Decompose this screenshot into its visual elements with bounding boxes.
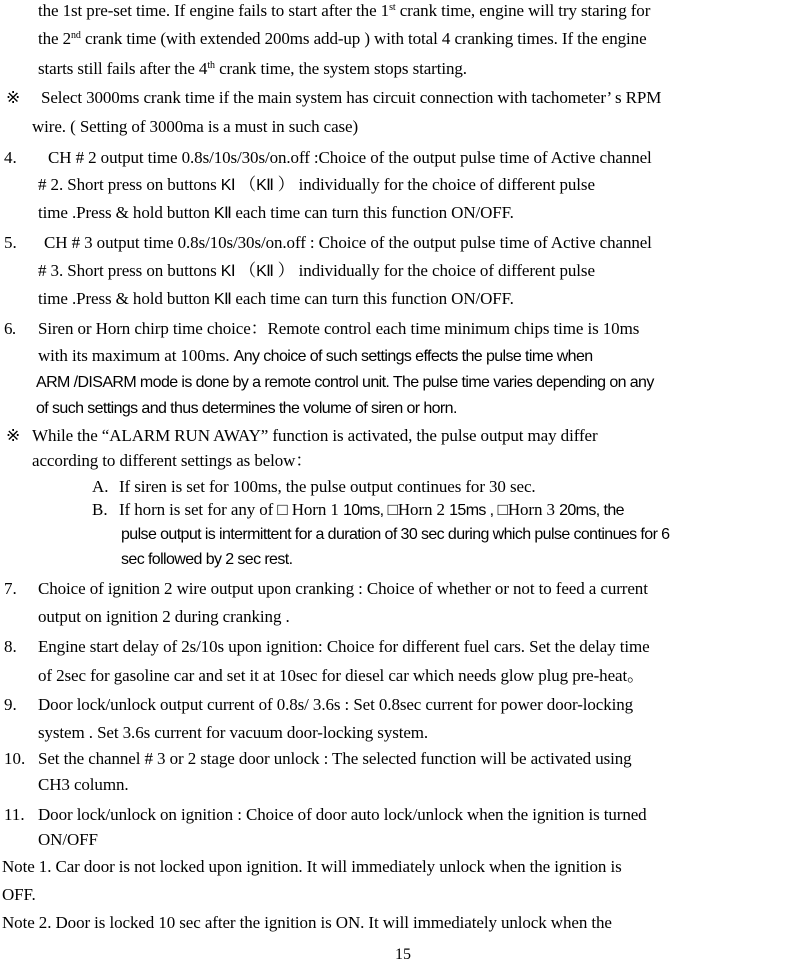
reference-mark: ※ [6, 426, 21, 445]
item-10-number: 10. [4, 749, 26, 768]
item-8-number: 8. [4, 637, 17, 656]
item-7-number: 7. [4, 579, 17, 598]
item-5-line-1: CH # 3 output time 0.8s/10s/30s/on.off : Choice of the output pulse time of Active channel [44, 233, 652, 252]
item-11-number: 11. [4, 805, 25, 824]
item-5-line-2: # 3. Short press on buttons KⅠ （KⅡ ） individually for the choice of different pulse [38, 261, 595, 280]
item-9-number: 9. [4, 695, 17, 714]
sub-a-label: A. [92, 477, 109, 496]
crank-text-line-2: the 2nd crank time (with extended 200ms add-up ) with total 4 cranking times. If the engine [38, 29, 647, 48]
item-11-line-1: Door lock/unlock on ignition : Choice of door auto lock/unlock when the ignition is turned [38, 805, 647, 824]
note-1-line-2: OFF. [2, 885, 36, 904]
item-4-number: 4. [4, 148, 17, 167]
sub-b-line-2: pulse output is intermittent for a duration of 30 sec during which pulse continues for 6 [121, 526, 670, 543]
sub-b-line-3: sec followed by 2 sec rest. [121, 551, 293, 568]
note-1-line-1: Note 1. Car door is not locked upon ignition. It will immediately unlock when the ignition is [2, 857, 622, 876]
item-4-line-1: CH # 2 output time 0.8s/10s/30s/on.off :Choice of the output pulse time of Active channel [48, 148, 652, 167]
item-9-line-2: system . Set 3.6s current for vacuum door-locking system. [38, 723, 429, 742]
item-5-line-3: time .Press & hold button KⅡ each time can turn this function ON/OFF. [38, 289, 514, 308]
item-8-line-1: Engine start delay of 2s/10s upon ignition: Choice for different fuel cars. Set the delay time [38, 637, 650, 656]
item-4-line-2: # 2. Short press on buttons KⅠ （KⅡ ） individually for the choice of different pulse [38, 175, 595, 194]
item-6-line-4: of such settings and thus determines the volume of siren or horn. [36, 400, 457, 417]
item-5-number: 5. [4, 233, 17, 252]
item-6-number: 6. [4, 319, 16, 338]
item-11-line-2: ON/OFF [38, 830, 98, 849]
crank-text-line-1: the 1st pre-set time. If engine fails to start after the 1st crank time, engine will try staring for [38, 1, 651, 20]
item-8-line-2: of 2sec for gasoline car and set it at 10sec for diesel car which needs glow plug pre-heat。 [38, 666, 644, 685]
sub-b-label: B. [92, 500, 108, 519]
item-7-line-1: Choice of ignition 2 wire output upon cranking : Choice of whether or not to feed a current [38, 579, 648, 598]
note-3000-line-1: Select 3000ms crank time if the main system has circuit connection with tachometer’ s RPM [41, 88, 662, 107]
alarm-note-line-1: While the “ALARM RUN AWAY” function is activated, the pulse output may differ [32, 426, 598, 445]
item-10-line-1: Set the channel # 3 or 2 stage door unlock : The selected function will be activated using [38, 749, 632, 768]
note-2-line-1: Note 2. Door is locked 10 sec after the ignition is ON. It will immediately unlock when the [2, 913, 612, 932]
item-9-line-1: Door lock/unlock output current of 0.8s/ 3.6s : Set 0.8sec current for power door-locking [38, 695, 634, 714]
page-number: 15 [395, 946, 411, 963]
crank-text-line-3: starts still fails after the 4th crank time, the system stops starting. [38, 59, 467, 78]
note-3000-line-2: wire. ( Setting of 3000ma is a must in such case) [32, 117, 359, 136]
reference-mark: ※ [6, 88, 21, 107]
item-4-line-3: time .Press & hold button KⅡ each time can turn this function ON/OFF. [38, 203, 514, 222]
item-6-line-1: Siren or Horn chirp time choice：Remote control each time minimum chips time is 10ms [38, 319, 640, 338]
sub-b-line-1: If horn is set for any of □ Horn 1 10ms, □Horn 2 15ms , □Horn 3 20ms, the [119, 500, 624, 519]
alarm-note-line-2: according to different settings as below： [32, 451, 313, 470]
item-6-line-3: ARM /DISARM mode is done by a remote control unit. The pulse time varies depending on any [36, 374, 654, 391]
item-7-line-2: output on ignition 2 during cranking . [38, 607, 290, 626]
sub-a-text: If siren is set for 100ms, the pulse output continues for 30 sec. [119, 477, 536, 496]
item-10-line-2: CH3 column. [38, 775, 129, 794]
item-6-line-2: with its maximum at 100ms. Any choice of such settings effects the pulse time when [38, 346, 593, 365]
